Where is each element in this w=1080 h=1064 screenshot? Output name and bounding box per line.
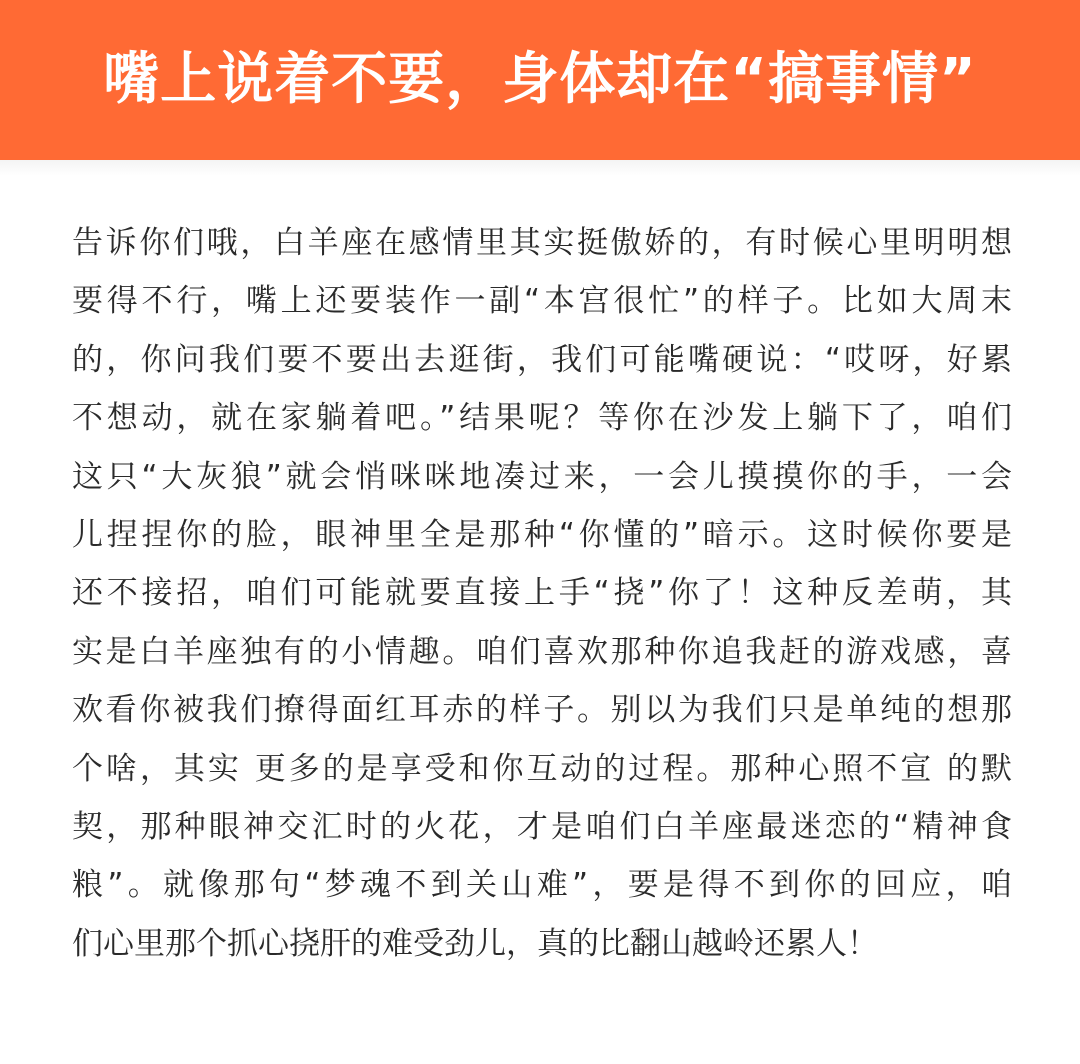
paragraph-line: 这只“大灰狼”就会悄咪咪地凑过来，一会儿摸摸你的手，一会 [72,458,1012,495]
paragraph-line: 儿捏捏你的脸，眼神里全是那种“你懂的”暗示。这时候你要是 [72,516,1012,553]
page-title: 嘴上说着不要，身体却在“搞事情” [103,47,977,112]
paragraph-line: 告诉你们哦，白羊座在感情里其实挺傲娇的，有时候心里明明想 [72,225,1012,261]
paragraph-line: 个啥，其实 更多的是享受和你互动的过程。那种心照不宣 的默 [72,750,1012,787]
paragraph-line: 还不接招，咱们可能就要直接上手“挠”你了！这种反差萌，其 [72,575,1012,612]
paragraph-line: 欢看你被我们撩得面红耳赤的样子。别以为我们只是单纯的想那 [72,692,1012,729]
paragraph-line: 的，你问我们要不要出去逛街，我们可能嘴硬说：“哎呀，好累 [72,341,1012,378]
article-body [72,214,1012,973]
paragraph-line: 粮”。就像那句“梦魂不到关山难”，要是得不到你的回应，咱 [72,867,1012,904]
paragraph-line: 实是白羊座独有的小情趣。咱们喜欢那种你追我赶的游戏感，喜 [72,633,1012,670]
paragraph-line: 不想动，就在家躺着吧。”结果呢？等你在沙发上躺下了，咱们 [72,400,1012,437]
paragraph-line-last: 们心里那个抓心挠肝的难受劲儿，真的比翻山越岭还累人！ [72,925,878,962]
paragraph-line: 契，那种眼神交汇时的火花，才是咱们白羊座最迷恋的“精神食 [72,808,1012,845]
paragraph-line: 要得不行，嘴上还要装作一副“本宫很忙”的样子。比如大周末 [72,283,1012,320]
banner-shadow [0,160,1080,176]
